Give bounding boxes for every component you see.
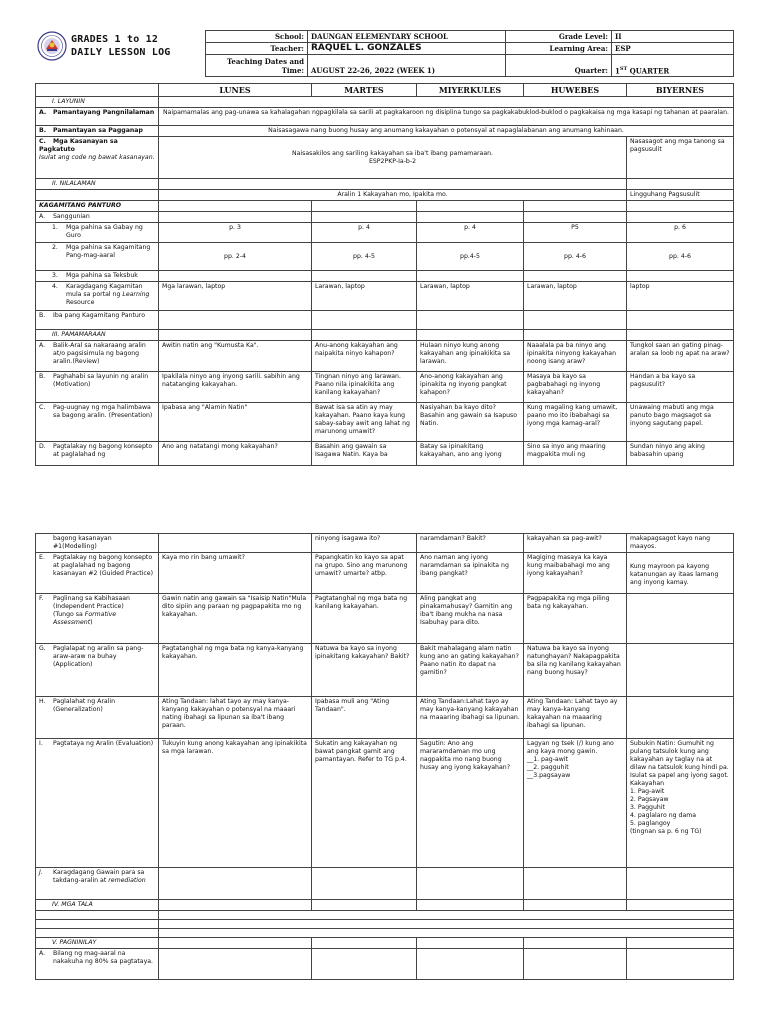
row-paghahabi: B. Paghahabi sa layunin ng aralin (Motivation) — [36, 372, 159, 403]
paghahabi-wednesday: Ano-anong kakayahan ang ipinakita ng inyong pangkat kahapon? — [417, 372, 524, 403]
day-tuesday: MARTES — [312, 84, 417, 97]
grade-level-value: II — [612, 31, 734, 43]
row-pamantayang-pangnilalaman: A. Pamantayang Pangnilalaman — [36, 108, 159, 126]
row-iba-pang-kagamitan: B. Iba pang Kagamitang Panturo — [36, 311, 159, 330]
gabay-friday: p. 6 — [627, 223, 734, 243]
paglinang-friday — [627, 594, 734, 644]
row-kagamitang-pang-mag-aaral: 2. Mga pahina sa Kagamitang Pang-mag-aaral — [36, 243, 159, 271]
row-paglinang: F. Paglinang sa Kabihasaan (Independent Practice) (Tungo sa Formative Assessment) — [36, 594, 159, 644]
lesson-log-table-page1 — [35, 83, 734, 466]
deped-seal-icon — [37, 31, 67, 61]
karagdagan-monday: Mga larawan, laptop — [159, 282, 312, 311]
pagtalakay1b-monday — [159, 534, 312, 553]
school-name: DAUNGAN ELEMENTARY SCHOOL — [308, 31, 506, 43]
page-one — [0, 0, 768, 480]
paglalapat-friday — [627, 644, 734, 697]
pagtalakay1b-tuesday: ninyong isagawa ito? — [312, 534, 417, 553]
row-gabay-ng-guro: 1. Mga pahina sa Gabay ng Guro — [36, 223, 159, 243]
gabay-thursday: P5 — [524, 223, 627, 243]
paglalahat-thursday: Ating Tandaan: Lahat tayo ay may kanya-kanyang kakayahan na maaaring ibahagi sa lipunan. — [524, 697, 627, 739]
kagamitan-tuesday: pp. 4-5 — [312, 243, 417, 271]
paglinang-thursday: Pagpapakita ng mga piling bata ng kakayahan. — [524, 594, 627, 644]
kagamitan-friday: pp. 4-6 — [627, 243, 734, 271]
pagtalakay1-friday: Sundan ninyo ang aking babasahin upang — [627, 442, 734, 466]
pagtalakay2-tuesday: Papangkatin ko kayo sa apat na grupo. Sino ang marunong umawit? umarte? atbp. — [312, 553, 417, 594]
learning-area-label: Learning Area: — [506, 43, 612, 55]
row-pagtalakay-1: D. Pagtalakay ng bagong konsepto at paglalahad ng — [36, 442, 159, 466]
kagamitan-wednesday: pp.4-5 — [417, 243, 524, 271]
pagtataya-thursday: Lagyan ng tsek (/) kung ano ang kaya mong gawin. __1. pag-awit __2. pagguhit __3.pagsayaw — [524, 739, 627, 868]
paglinang-wednesday: Aling pangkat ang pinakamahusay? Gamitin ang iba't ibang mukha na nasa Isabuhay para dito. — [417, 594, 524, 644]
learning-area-value: ESP — [612, 43, 734, 55]
corner-cell — [36, 84, 159, 97]
section-pamamaraan: III. PAMAMARAAN — [36, 330, 159, 341]
paglalahat-friday — [627, 697, 734, 739]
row-pagtalakay-2: E. Pagtalakay ng bagong konsepto at paglalahad ng bagong kasanayan #2 (Guided Practice) — [36, 553, 159, 594]
pagtalakay2-thursday: Magiging masaya ka kaya kung maibabahagi mo ang iyong kakayahan? — [524, 553, 627, 594]
pag-uugnay-thursday: Kung magaling kang umawit, paano mo ito ibabahagi sa iyong mga kamag-aral? — [524, 403, 627, 442]
day-wednesday: MIYERKULES — [417, 84, 524, 97]
paglinang-monday: Gawin natin ang gawain sa "Isaisip Natin"Mula dito sipiin ang paraan ng pagpapakita mo ng kakayahan. — [159, 594, 312, 644]
kasanayan-friday: Nasasagot ang mga tanong sa pagsusulit — [627, 137, 734, 179]
pagtalakay1b-thursday: kakayahan sa pag-awit? — [524, 534, 627, 553]
row-paglalapat: G. Paglalapat ng aralin sa pang-araw-araw na buhay (Application) — [36, 644, 159, 697]
balik-aral-monday: Awitin natin ang "Kumusta Ka". — [159, 341, 312, 372]
header-info-table — [205, 30, 734, 77]
grade-level-label: Grade Level: — [506, 31, 612, 43]
paglalapat-monday: Pagtatanghal ng mga bata ng kanya-kanyang kakayahan. — [159, 644, 312, 697]
section-kagamitang-panturo: KAGAMITANG PANTURO — [36, 201, 159, 212]
gabay-monday: p. 3 — [159, 223, 312, 243]
teacher-label: Teacher: — [206, 43, 308, 55]
row-mga-kasanayan: C. Mga Kasanayan sa Pagkatuto Isulat ang code ng bawat kasanayan. — [36, 137, 159, 179]
pagtalakay2-monday: Kaya mo rin bang umawit? — [159, 553, 312, 594]
row-pag-uugnay: C. Pag-uugnay ng mga halimbawa sa bagong aralin. (Presentation) — [36, 403, 159, 442]
paglalapat-thursday: Natuwa ba kayo sa inyong natunghayan? Nakapagpakita ba sila ng kanilang kakayahan nang buong husay? — [524, 644, 627, 697]
paghahabi-friday: Handan a ba kayo sa pagsusulit? — [627, 372, 734, 403]
row-pamantayan-sa-pagganap: B. Pamantayan sa Pagganap — [36, 126, 159, 137]
pagtataya-monday: Tukuyin kung anong kakayahan ang ipinakikita sa mga larawan. — [159, 739, 312, 868]
row-sanggunian: A. Sanggunian — [36, 212, 159, 223]
pagtataya-tuesday: Sukatin ang kakayahan ng bawat pangkat gamit ang pamantayan. Refer to TG p.4. — [312, 739, 417, 868]
row-pagtalakay-1-cont: bagong kasanayan #1(Modelling) — [36, 534, 159, 553]
pagtataya-wednesday: Sagutin: Ano ang mararamdaman mo ung nagpakita mo nang buong husay ang iyong kakayahan? — [417, 739, 524, 868]
pag-uugnay-tuesday: Bawat isa sa atin ay may kakayahan. Paano kaya kung sabay-sabay awit ang lahat ng marunong umawit? — [312, 403, 417, 442]
form-title-line1: GRADES 1 to 12 — [71, 34, 159, 45]
row-balik-aral: A. Balik-Aral sa nakaraang aralin at/o pagsisimula ng bagong aralin.(Review) — [36, 341, 159, 372]
teacher-name: RAQUEL L. GONZALES — [308, 43, 506, 55]
row-teksbuk: 3. Mga pahina sa Teksbuk — [36, 271, 159, 282]
kagamitan-monday: pp. 2-4 — [159, 243, 312, 271]
pagtalakay1-wednesday: Batay sa ipinakitang kakayahan, ano ang iyong — [417, 442, 524, 466]
pagtalakay1-thursday: Sino sa inyo ang maaring magpakita muli ng — [524, 442, 627, 466]
paglalahat-wednesday: Ating Tandaan:Lahat tayo ay may kanya-kanyang kakayahan na maaaring ibahagi sa lipunan. — [417, 697, 524, 739]
row-karagdagang-gawain: J. Karagdagang Gawain para sa takdang-aralin at remediation — [36, 868, 159, 900]
balik-aral-tuesday: Anu-anong kakayahan ang naipakita ninyo kahapon? — [312, 341, 417, 372]
karagdagan-thursday: Larawan, laptop — [524, 282, 627, 311]
quarter-label: Quarter: — [506, 55, 612, 77]
day-thursday: HUWEBES — [524, 84, 627, 97]
nilalaman-text: Aralin 1 Kakayahan mo, Ipakita mo. — [159, 190, 627, 201]
pag-uugnay-wednesday: Nasiyahan ba kayo dito? Basahin ang gawain sa Isapuso Natin. — [417, 403, 524, 442]
pagtalakay2-wednesday: Ano naman ang iyong naramdaman sa ipinakita ng ibang pangkat? — [417, 553, 524, 594]
paghahabi-monday: Ipakilala ninyo ang inyong sarili. sabihin ang natatanging kakayahan. — [159, 372, 312, 403]
teaching-dates-label: Teaching Dates and Time: — [206, 55, 308, 77]
paghahabi-thursday: Masaya ba kayo sa pagbabahagi ng inyong kakayahan? — [524, 372, 627, 403]
kagamitan-thursday: pp. 4-6 — [524, 243, 627, 271]
pagtalakay1b-wednesday: naramdaman? Bakit? — [417, 534, 524, 553]
gabay-tuesday: p. 4 — [312, 223, 417, 243]
quarter-value: 1ST QUARTER — [612, 55, 734, 77]
page-two — [0, 530, 768, 1024]
row-karagdagang-kagamitan: 4. Karagdagang Kagamitan mula sa portal ng Learning Resource — [36, 282, 159, 311]
balik-aral-friday: Tungkol saan an gating pinag-aralan sa loob ng apat na araw? — [627, 341, 734, 372]
pag-uugnay-friday: Unawaing mabuti ang mga panuto bago magsagot sa inyong sagutang papel. — [627, 403, 734, 442]
section-layunin: I. LAYUNIN — [36, 97, 159, 108]
pagtataya-friday: Subukin Natin: Gumuhit ng pulang tatsulok kung ang kakayahan ay taglay na at dilaw na tatsulok kung hindi pa. Isulat sa papel ang iyong sagot. Kakayahan 1. Pag-awit 2. Pagsayaw 3. Pagguhit 4. paglalaro ng dama 5. paglangoy (tingnan sa p. 6 ng TG) — [627, 739, 734, 868]
kasanayan-text: Naisasakilos ang sariling kakayahan sa iba't ibang pamamaraan. ESP2PKP-Ia-b-2 — [159, 137, 627, 179]
paglalapat-tuesday: Natuwa ba kayo sa inyong ipinakitang kakayahan? Bakit? — [312, 644, 417, 697]
pagtalakay1-monday: Ano ang natatangi mong kakayahan? — [159, 442, 312, 466]
section-mga-tala: IV. MGA TALA — [36, 900, 159, 911]
school-label: School: — [206, 31, 308, 43]
paghahabi-tuesday: Tingnan ninyo ang larawan. Paano nila ipinakikita ang kanilang kakayahan? — [312, 372, 417, 403]
karagdagan-wednesday: Larawan, laptop — [417, 282, 524, 311]
balik-aral-wednesday: Hulaan ninyo kung anong kakayahan ang ipinakikita sa larawan. — [417, 341, 524, 372]
nilalaman-friday: Lingguhang Pagsusulit — [627, 190, 734, 201]
karagdagan-tuesday: Larawan, laptop — [312, 282, 417, 311]
pamantayang-pangnilalaman-text: Naipamamalas ang pag-unawa sa kahalagahan ngpagkilala sa sarili at pagkakaroon ng disiplina tungo sa pagkakabuklod-buklod o pagkakaisa ng mga kasapi ng tahanan at paaralan. — [159, 108, 734, 126]
lesson-log-table-page2 — [35, 533, 734, 980]
paglalahat-tuesday: Ipabasa muli ang "Ating Tandaan". — [312, 697, 417, 739]
pagtalakay1-tuesday: Basahin ang gawain sa Isagawa Natin. Kaya ba — [312, 442, 417, 466]
day-friday: BIYERNES — [627, 84, 734, 97]
paglalapat-wednesday: Bakit mahalagang alam natin kung ano an gating kakayahan? Paano natin ito dapat na gamitin? — [417, 644, 524, 697]
teaching-dates-value: AUGUST 22-26, 2022 (WEEK 1) — [308, 55, 506, 77]
row-pagtataya: I. Pagtataya ng Aralin (Evaluation) — [36, 739, 159, 868]
row-paglalahat: H. Paglalahat ng Aralin (Generalization) — [36, 697, 159, 739]
paglalahat-monday: Ating Tandaan: lahat tayo ay may kanya-kanyang kakayahan o potensyal na maaari nating ibahagi sa lipunan sa iba't ibang paraan. — [159, 697, 312, 739]
paglinang-tuesday: Pagtatanghal ng mga bata ng kanilang kakayahan. — [312, 594, 417, 644]
day-monday: LUNES — [159, 84, 312, 97]
form-title-line2: DAILY LESSON LOG — [71, 47, 171, 58]
pamantayan-sa-pagganap-text: Naisasagawa nang buong husay ang anumang kakayahan o potensyal at napaglalabanan ang anumang kahinaan. — [159, 126, 734, 137]
row-bilang-ng-mag-aaral: A. Bilang ng mag-aaral na nakakuha ng 80% sa pagtataya. — [36, 949, 159, 980]
section-nilalaman: II. NILALAMAN — [36, 179, 159, 190]
pagtalakay2-friday: Kung mayroon pa kayong katanungan ay itaas lamang ang inyong kamay. — [627, 553, 734, 594]
pagtalakay1b-friday: makapagsagot kayo nang maayos. — [627, 534, 734, 553]
karagdagan-friday: laptop — [627, 282, 734, 311]
page-gap — [0, 480, 768, 530]
section-pagninilay: V. PAGNINILAY — [36, 938, 159, 949]
balik-aral-thursday: Naaalala pa ba ninyo ang ipinakita ninyong kakayahan noong isang araw? — [524, 341, 627, 372]
gabay-wednesday: p. 4 — [417, 223, 524, 243]
pag-uugnay-monday: Ipabasa ang "Alamin Natin" — [159, 403, 312, 442]
